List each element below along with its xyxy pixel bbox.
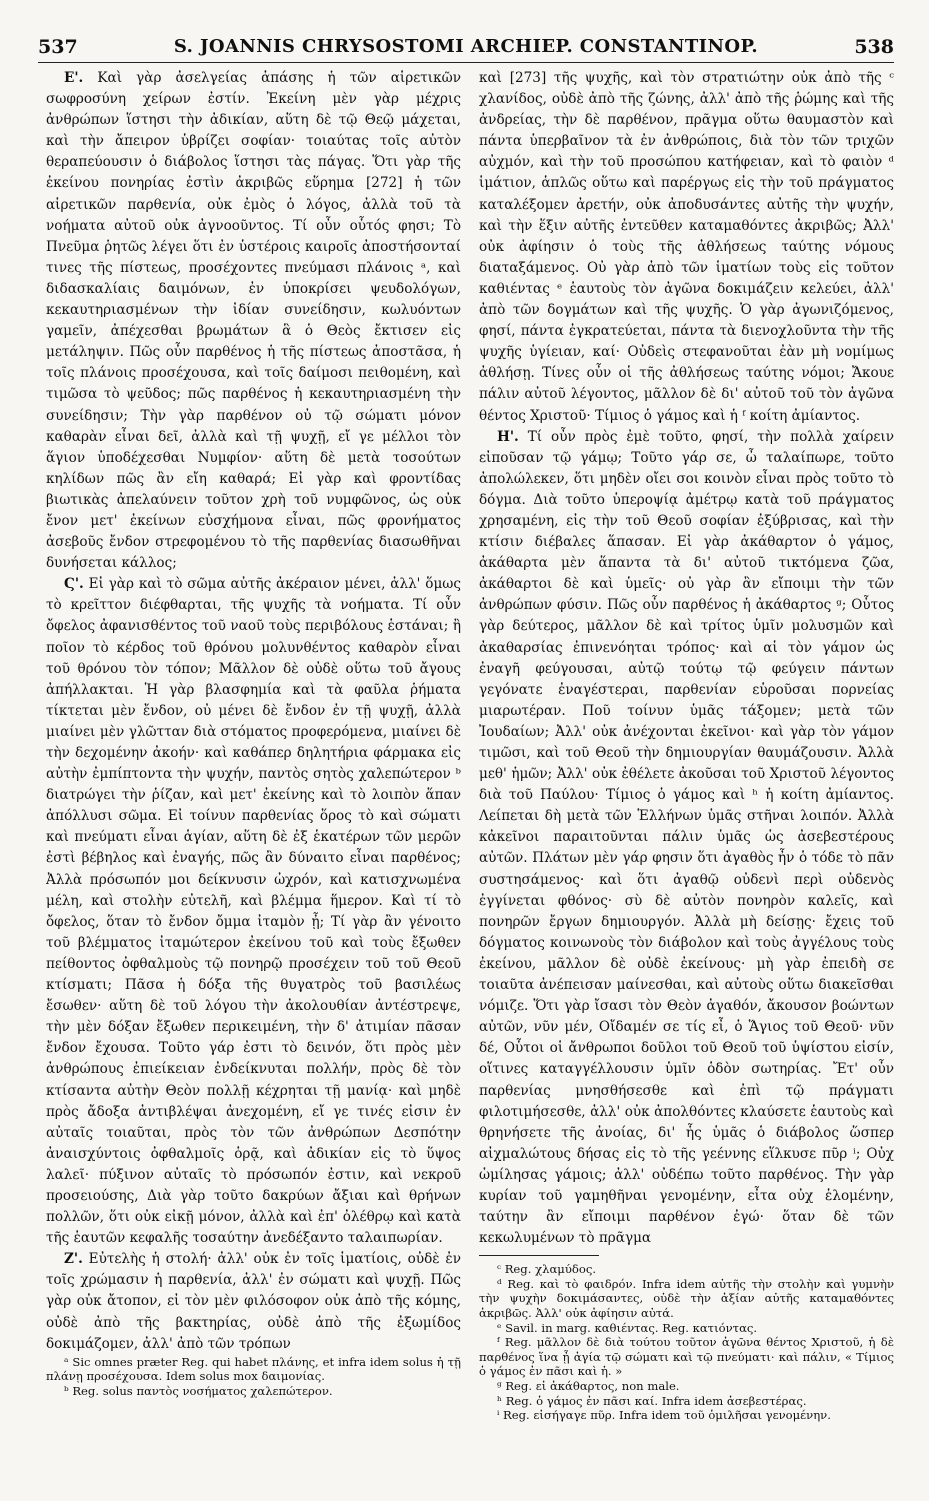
left-column bbox=[46, 68, 461, 1399]
footnote-a: ᵃ Sic omnes præter Reg. qui habet πλάνης, et infra idem solus ἡ τῇ πλάνῃ προσέχουσα. Idem solus mox δαιμονίας. bbox=[46, 1354, 461, 1384]
paragraph-6 bbox=[46, 574, 461, 1249]
footnote-f: ᶠ Reg. μᾶλλον δὲ διὰ τούτου τοῦτον ἀγῶνα θέντος Χριστοῦ, ἡ δὲ παρθένος ἵνα ᾖ ἁγία τῷ σώματι καὶ τῷ πνεύματι· καὶ πάλιν, « Τίμιος ὁ γάμος ἐν πᾶσι καὶ ἡ. » bbox=[479, 1335, 894, 1379]
paragraph-text: Τί οὖν πρὸς ἐμὲ τοῦτο, φησί, τὴν πολλὰ χαίρειν εἰποῦσαν τῷ γάμῳ; Τοῦτο γάρ σε, ὦ ταλαίπωρε, τοῦτο ἀπολώλεκεν, ὅτι μηδὲν οἴει σοι κοινὸν εἶναι πρὸς τοῦτο τὸ δόγμα. Διὰ τοῦτο ὑπεροψίᾳ ἀμέτρῳ κατὰ τοῦ πράγματος χρησαμένη, εἰς τὴν τοῦ Θεοῦ σοφίαν ἐξύβρισας, καὶ τὴν κτίσιν διέβαλες ἅπασαν. Εἰ γὰρ ἀκάθαρτον ὁ γάμος, ἀκάθαρτα μὲν ἅπαντα τὰ δι' αὐτοῦ τικτόμενα ζῶα, ἀκάθαρτοι δὲ καὶ ὑμεῖς· οὐ γὰρ ἂν εἴποιμι τὴν τῶν ἀνθρώπων φύσιν. Πῶς οὖν παρθένος ἡ ἀκάθαρτος ᵍ; Οὗτος γὰρ δεύτερος, μᾶλλον δὲ καὶ τρίτος ὑμῖν μολυσμῶν καὶ ἀκαθαρσίας ἐπινενόηται τρόπος· καὶ αἱ τὸν γάμον ὡς ἐναγῆ φεύγουσαι, αὐτῷ τούτῳ τῷ φεύγειν πάντων γεγόνατε ἐναγέστεραι, παρθενίαν εὑροῦσαι πορνείας μιαρωτέραν. Ποῦ τοίνυν ὑμᾶς τάξομεν; μετὰ τῶν Ἰουδαίων; Ἀλλ' οὐκ ἀνέχονται ἐκεῖνοι· καὶ γὰρ τὸν γάμον τιμῶσι, καὶ τοῦ Θεοῦ τὴν δημιουργίαν θαυμάζουσιν. Ἀλλὰ μεθ' ἡμῶν; Ἀλλ' οὐκ ἐθέλετε ἀκοῦσαι τοῦ Χριστοῦ λέγοντος διὰ τοῦ Παύλου· Τίμιος ὁ γάμος καὶ ʰ ἡ κοίτη ἀμίαντος. Λείπεται δὴ μετὰ τῶν Ἑλλήνων ὑμᾶς στῆναι λοιπόν. Ἀλλὰ κἀκεῖνοι παραιτοῦνται πάλιν ὑμᾶς ὡς ἀσεβεστέρους αὐτῶν. Πλάτων μὲν γάρ φησιν ὅτι ἀγαθὸς ἦν ὁ τόδε τὸ πᾶν συστησάμενος· καὶ ὅτι ἀγαθῷ οὐδενὶ περὶ οὐδενὸς ἐγγίνεται φθόνος· σὺ δὲ αὐτὸν πονηρὸν καλεῖς, καὶ πονηρῶν ἔργων δημιουργόν. Ἀλλὰ μὴ δείσῃς· ἔχεις τοῦ δόγματος κοινωνοὺς τὸν διάβολον καὶ τοὺς ἀγγέλους τοὺς ἐκείνου, μᾶλλον δὲ οὐδὲ ἐκείνους· μὴ γὰρ ἐπειδὴ σε τοιαῦτα ἀνέπεισαν μαίνεσθαι, καὶ αὐτοὺς οὕτω διακεῖσθαι νόμιζε. Ὅτι γὰρ ἴσασι τὸν Θεὸν ἀγαθόν, ἄκουσον βοώντων αὐτῶν, νῦν μέν, Οἴδαμέν σε τίς εἶ, ὁ Ἅγιος τοῦ Θεοῦ· νῦν δέ, Οὗτοι οἱ ἄνθρωποι δοῦλοι τοῦ Θεοῦ τοῦ ὑψίστου εἰσίν, οἵτινες καταγγέλλουσιν ὑμῖν ὁδὸν σωτηρίας. Ἔτ' οὖν παρθενίας μνησθήσεσθε καὶ ἐπὶ τῷ πράγματι φιλοτιμήσεσθε, ἀλλ' οὐκ ἀπολθόντες κλαύσετε ἑαυτοὺς καὶ θρηνήσετε τῆς ἀνοίας, δι' ἧς ὑμᾶς ὁ διάβολος ὥσπερ αἰχμαλώτους δήσας εἰς τὸ τῆς γεέννης εἵλκυσε πῦρ ⁱ; Οὐχ ὡμίλησας γάμοις; ἀλλ' οὐδέπω τοῦτο παρθένος. Τὴν γὰρ κυρίαν τοῦ γαμηθῆναι γενομένην, εἶτα οὐχ ἑλομένην, ταύτην ἂν εἴποιμι παρθένον ἐγώ· ὅταν δὲ τῶν κεκωλυμένων τὸ πρᾶγμα bbox=[479, 428, 894, 1247]
section-number: Ζ'. bbox=[64, 1251, 83, 1268]
footnote-b: ᵇ Reg. solus παντὸς νοσήματος χαλεπώτερον. bbox=[64, 1383, 333, 1398]
paragraph-7 bbox=[46, 1249, 461, 1354]
section-number: Η'. bbox=[497, 428, 519, 445]
paragraph-text: Εἰ γὰρ καὶ τὸ σῶμα αὐτῆς ἀκέραιον μένει, ἀλλ' ὅμως τὸ κρεῖττον διέφθαρται, τῆς ψυχῆς τὰ νοήματα. Τί οὖν ὄφελος ἀφανισθέντος τοῦ ναοῦ τοὺς περιβόλους ἑστάναι; ἢ ποῖον τὸ κέρδος τοῦ θρόνου μολυνθέντος καθαρὸν εἶναι τοῦ θρόνου τὸν τόπον; Μᾶλλον δὲ οὐδὲ οὕτω τοῦ ἄγους ἀπήλλακται. Ἡ γὰρ βλασφημία καὶ τὰ φαῦλα ῥήματα τίκτεται μὲν ἔνδον, οὐ μένει δὲ ἔνδον ἐν τῇ ψυχῇ, ἀλλὰ μιαίνει μὲν γλῶτταν διὰ στόματος προφερόμενα, μιαίνει δὲ τὴν δεχομένην ἀκοήν· καὶ καθάπερ δηλητήρια φάρμακα εἰς αὐτὴν ἐμπίπτοντα τὴν ψυχήν, παντὸς σητὸς χαλεπώτερον ᵇ διατρώγει τὴν ῥίζαν, καὶ μετ' ἐκείνης καὶ τὸ λοιπὸν ἅπαν ἀπόλλυσι σῶμα. Εἰ τοίνυν παρθενίας ὅρος τὸ καὶ σώματι καὶ πνεύματι εἶναι ἁγίαν, αὕτη δὲ ἐξ ἑκατέρων τῶν μερῶν ἐστὶ βέβηλος καὶ ἐναγής, πῶς ἂν δύναιτο εἶναι παρθένος; Ἀλλὰ πρόσωπόν μοι δείκνυσιν ὠχρόν, καὶ κατισχνωμένα μέλη, καὶ στολὴν εὐτελῆ, καὶ βλέμμα ἥμερον. Καὶ τί τὸ ὄφελος, ὅταν τὸ ἔνδον ὄμμα ἰταμὸν ᾖ; Τί γὰρ ἂν γένοιτο τοῦ βλέμματος ἰταμώτερον ἐκείνου τοῦ καὶ τοὺς ἔξωθεν πείθοντος ὀφθαλμοὺς τῷ πονηρῷ προσέχειν τοῦ τοῦ Θεοῦ κτίσματι; Πᾶσα ἡ δόξα τῆς θυγατρὸς τοῦ βασιλέως ἔσωθεν· αὕτη δὲ τοῦ λόγου τὴν ἀκολουθίαν ἀντέστρεψε, τὴν μὲν δόξαν ἔξωθεν περικειμένη, τὴν δ' ἀτιμίαν πᾶσαν ἔνδον ἔχουσα. Τοῦτο γάρ ἐστι τὸ δεινόν, ὅτι πρὸς μὲν ἀνθρώπους ἐπιείκειαν ἐνδείκνυται πολλήν, πρὸς δὲ τὸν κτίσαντα αὐτὴν Θεὸν πολλῇ κέχρηται τῇ μανίᾳ· καὶ μηδὲ πρὸς ἄδοξα ἀντιβλέψαι ἀνεχομένη, εἴ γε τινές εἰσιν ἐν αὐταῖς τοιαῦται, πρὸς τὸν τῶν ἀνθρώπων Δεσπότην ἀναισχύντοις ὀφθαλμοῖς ὁρᾷ, καὶ ἀδικίαν εἰς τὸ ὕψος λαλεῖ· πύξινον αὐταῖς τὸ πρόσωπόν ἐστιν, καὶ νεκροῦ προσειούσης, Διὰ γὰρ τοῦτο δακρύων ἄξιαι καὶ θρήνων πολλῶν, ὅτι οὐκ εἰκῇ μόνον, ἀλλὰ καὶ ἐπ' ὀλέθρῳ καὶ κατὰ τῆς ἑαυτῶν κεφαλῆς τοσαύτην ἀνεδέξαντο ταλαιπωρίαν. bbox=[46, 576, 461, 1247]
paragraph-8 bbox=[479, 427, 894, 1250]
running-header bbox=[38, 34, 894, 63]
paragraph-text: Καὶ γὰρ ἀσελγείας ἁπάσης ἡ τῶν αἱρετικῶν σωφροσύνη χείρων ἐστίν. Ἐκείνη μὲν γὰρ μέχρις ἀνθρώπων ἵστησι τὴν ἀδικίαν, αὕτη δὲ τῷ Θεῷ μάχεται, καὶ τὴν ἄπειρον ὑβρίζει σοφίαν· τοιαύτας τοῖς αὐτὸν θεραπεύουσιν ὁ διάβολος ἵστησι τὰς πάγας. Ὅτι γὰρ τῆς ἐκείνου πονηρίας ἐστὶν ἀκριβῶς εὕρημα [272] ἡ τῶν αἱρετικῶν παρθενία, οὐκ ἐμὸς ὁ λόγος, ἀλλὰ τοῦ τὰ νοήματα αὐτοῦ οὐκ ἀγνοοῦντος. Τί οὖν οὗτός φησι; Τὸ Πνεῦμα ῥητῶς λέγει ὅτι ἐν ὑστέροις καιροῖς ἀποστήσονταί τινες τῆς πίστεως, προσέχοντες πνεύμασι πλάνοις ᵃ, καὶ διδασκαλίαις δαιμόνων, ἐν ὑποκρίσει ψευδολόγων, κεκαυτηριασμένων τὴν ἰδίαν συνείδησιν, κωλυόντων γαμεῖν, ἀπέχεσθαι βρωμάτων ἃ ὁ Θεὸς ἔκτισεν εἰς μετάληψιν. Πῶς οὖν παρθένος ἡ τῆς πίστεως ἀποστᾶσα, ἡ τοῖς πλάνοις προσέχουσα, καὶ τοῖς δαίμοσι πειθομένη, καὶ τιμῶσα τὸ ψεῦδος; πῶς παρθένος ἡ κεκαυτηριασμένη τὴν συνείδησιν; Τὴν γὰρ παρθένον οὐ τῷ σώματι μόνον καθαρὰν εἶναι δεῖ, ἀλλὰ καὶ τῇ ψυχῇ, εἴ γε μέλλοι τὸν ἅγιον ὑποδέχεσθαι Νυμφίον· αὕτη δὲ μετὰ τοσούτων κηλίδων πῶς ἂν εἴη καθαρά; Εἰ γὰρ καὶ φροντίδας βιωτικὰς ἀπελαύνειν τοῦτον χρὴ τοῦ νυμφῶνος, ὡς οὐκ ἔνον μετ' ἐκείνων εὐσχήμονα εἶναι, πῶς φρονήματος ἀσεβοῦς ἔνδον στρεφομένου τὸ τῆς παρθενίας διασωθῆναι δυνήσεται κάλλος; bbox=[46, 70, 461, 572]
page-number-right: 538 bbox=[854, 36, 894, 58]
footnote-d: ᵈ Reg. καὶ τὸ φαιδρόν. Infra idem αὐτῆς τὴν στολὴν καὶ γυμνὴν τὴν ψυχὴν δοκιμάσαντες, οὐδὲ τὴν ἀξίαν αὐτῆς καταμαθόντες ἀκριβῶς. Ἀλλ' οὐκ ἀφίησιν αὐτά. bbox=[479, 1276, 894, 1321]
footnotes-left bbox=[46, 1355, 461, 1399]
footnote-e: ᵉ Savil. in marg. καθιέντας. Reg. κατιόντας. bbox=[497, 1320, 758, 1335]
footnotes-right bbox=[479, 1262, 894, 1423]
section-number: Ε'. bbox=[64, 70, 84, 86]
paragraph-continued: καὶ [273] τῆς ψυχῆς, καὶ τὸν στρατιώτην οὐκ ἀπὸ τῆς ᶜ χλανίδος, οὐδὲ ἀπὸ τῆς ζώνης, ἀλλ' ἀπὸ τῆς ῥώμης καὶ τῆς ἀνδρείας, τὴν δὲ παρθένον, πρᾶγμα οὕτω θαυμαστὸν καὶ πάντα ὑπερβαῖνον τὰ ἐν ἀνθρώποις, διὰ τὸν τῶν τριχῶν αὐχμόν, καὶ τὴν τοῦ προσώπου κατήφειαν, καὶ τὸ φαιὸν ᵈ ἱμάτιον, ἁπλῶς οὕτω καὶ παρέργως εἰς τὴν τοῦ πράγματος καταλέξομεν ἀρετήν, οὐκ ἀποδυσάντες αὐτῆς τὴν ψυχήν, καὶ τὴν ἕξιν αὐτῆς ἐντεῦθεν καταμαθόντες ἀκριβῶς; Ἀλλ' οὐκ ἀφίησιν ὁ τοὺς τῆς ἀθλήσεως ταύτης νόμους διαταξάμενος. Οὐ γὰρ ἀπὸ τῶν ἱματίων τοὺς εἰς τοῦτον καθιέντας ᵉ ἑαυτοὺς τὸν ἀγῶνα δοκιμάζειν κελεύει, ἀλλ' ἀπὸ τῶν δογμάτων καὶ τῆς ψυχῆς. Ὁ γὰρ ἀγωνιζόμενος, φησί, πάντα ἐγκρατεύεται, πάντα τὰ διενοχλοῦντα τὴν τῆς ψυχῆς ὑγίειαν, καί· Οὐδεὶς στεφανοῦται ἐὰν μὴ νομίμως ἀθλήσῃ. Τίνες οὖν οἱ τῆς ἀθλήσεως ταύτης νόμοι; Ἄκουε πάλιν αὐτοῦ λέγοντος, μᾶλλον δὲ δι' αὐτοῦ τοῦ τὸν ἀγῶνα θέντος Χριστοῦ· Τίμιος ὁ γάμος καὶ ἡ ᶠ κοίτη ἀμίαντος. bbox=[479, 70, 894, 424]
section-number: Ϛ'. bbox=[64, 576, 84, 593]
footnote-separator bbox=[479, 1255, 599, 1256]
footnote-g: ᵍ Reg. εἰ ἀκάθαρτος, non male. bbox=[497, 1379, 680, 1393]
page-number-left: 537 bbox=[38, 36, 78, 58]
paragraph-5 bbox=[46, 68, 461, 574]
paragraph-text: Εὐτελὴς ἡ στολή· ἀλλ' οὐκ ἐν τοῖς ἱματίοις, οὐδὲ ἐν τοῖς χρώμασιν ἡ παρθενία, ἀλλ' ἐν σώματι καὶ ψυχῇ. Πῶς γὰρ οὐκ ἄτοπον, εἰ τὸν μὲν φιλόσοφον οὐκ ἀπὸ τῆς κόμης, οὐδὲ ἀπὸ τῆς βακτηρίας, οὐδὲ ἀπὸ τῆς ἐξωμίδος δοκιμάζομεν, ἀλλ' ἀπὸ τῶν τρόπων bbox=[46, 1251, 461, 1352]
footnote-c: ᶜ Reg. χλαμύδος. bbox=[497, 1262, 597, 1277]
footnote-i: ⁱ Reg. εἰσήγαγε πῦρ. Infra idem τοῦ ὁμιλῆσαι γενομένην. bbox=[497, 1408, 831, 1423]
right-column bbox=[479, 68, 894, 1423]
running-title: S. JOANNIS CHRYSOSTOMI ARCHIEP. CONSTANTINOP. bbox=[173, 36, 759, 57]
footnote-h: ʰ Reg. ὁ γάμος ἐν πᾶσι καί. Infra idem ἀσεβεστέρας. bbox=[497, 1393, 807, 1408]
